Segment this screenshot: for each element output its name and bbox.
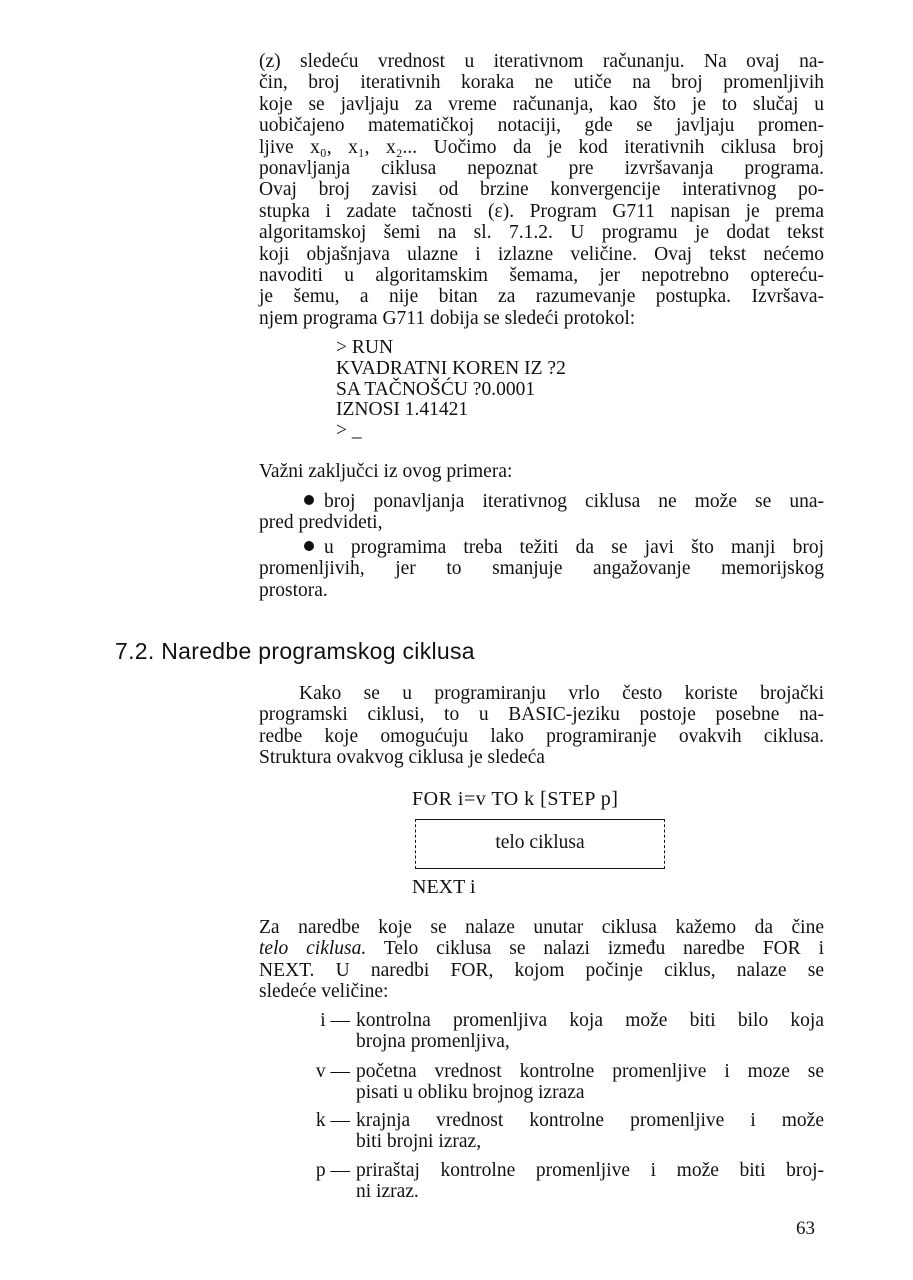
text-line (259, 683, 824, 704)
definition-symbol: p — (315, 1160, 350, 1181)
text-line: navoditi u algoritamskim šemama, jer nepotrebno optereću- (259, 265, 824, 287)
text-line: algoritamskoj šemi na sl. 7.1.2. U programu je dodat tekst (259, 222, 824, 244)
text-line: ponavljanja ciklusa nepoznat pre izvršavanja programa. (259, 158, 824, 180)
definition-symbol: i — (320, 1010, 350, 1031)
text-line: promenljivih, jer to smanjuje angažovanje memorijskog (259, 558, 824, 580)
text-line: je šemu, a nije bitan za razumevanje postupka. Izvršava- (259, 286, 824, 308)
text-line: koji objašnjava ulazne i izlazne veličine. Ovaj tekst nećemo (259, 243, 824, 265)
text-line: priraštaj kontrolne promenljive i može biti broj- (356, 1160, 824, 1181)
definition-text (356, 1160, 824, 1202)
bullet-icon (304, 541, 314, 551)
definition-item (0, 1110, 913, 1154)
text-line: njem programa G711 dobija se sledeći protokol: (259, 307, 636, 329)
loop-body-label: telo ciklusa (495, 832, 585, 853)
text-line: Struktura ovakvog ciklusa je sledeća (259, 747, 545, 769)
next-statement: NEXT i (412, 876, 476, 898)
bullet-item (259, 491, 824, 534)
section-intro (259, 683, 824, 769)
text-line: brojna promenljiva, (356, 1031, 510, 1052)
definition-item (0, 1010, 913, 1054)
section-heading: 7.2. Naredbe programskog ciklusa (115, 638, 475, 664)
text-line: programski ciklusi, to u BASIC-jeziku postoje posebne na- (259, 704, 824, 726)
definition-symbol: k — (315, 1110, 350, 1131)
definition-text (356, 1061, 824, 1103)
conclusions-title (259, 461, 512, 482)
text-line (259, 938, 824, 959)
conclusions-title-text: Važni zaključci iz ovog primera: (259, 461, 513, 482)
text-line: krajnja vrednost kontrolne promenljive i može (356, 1110, 824, 1131)
definition-text (356, 1110, 824, 1152)
text-line-content: Telo ciklusa se nalazi između naredbe FOR i (366, 938, 824, 960)
text-line: ni izraz. (356, 1181, 419, 1202)
text-line: pisati u obliku brojnog izraza (356, 1082, 585, 1103)
text-line: stupka i zadate tačnosti (ε). Program G711 napisan je prema (259, 200, 824, 222)
text-line: uobičajeno matematičkoj notaciji, gde se javljaju promen- (259, 115, 824, 137)
text-line: Za naredbe koje se nalaze unutar ciklusa kažemo da čine (259, 917, 824, 938)
for-statement: FOR i=v TO k [STEP p] (412, 788, 619, 810)
definition-symbol: v — (315, 1061, 350, 1082)
definition-text (356, 1010, 824, 1052)
program-protocol (336, 338, 566, 442)
text-line: početna vrednost kontrolne promenljive i moze se (356, 1061, 824, 1082)
page-number: 63 (796, 1218, 815, 1239)
text-line: koje se javljaju za vreme računanja, kao što je to slučaj u (259, 93, 824, 115)
text-line: ljive x₀, x₁, x₂... Uočimo da je kod iterativnih ciklusa broj (259, 136, 824, 158)
text-line (259, 537, 824, 558)
text-line: (z) sledeću vrednost u iterativnom računanju. Na ovaj na- (259, 51, 824, 72)
definition-item (0, 1061, 913, 1105)
protocol-line: > _ (336, 420, 362, 442)
text-line: NEXT. U naredbi FOR, kojom počinje ciklus, nalaze se (259, 959, 824, 981)
bullet-text: u programima treba težiti da se javi što manji broj (324, 537, 824, 558)
italic-term: telo ciklusa. (259, 938, 367, 960)
bullet-item (259, 537, 824, 601)
text-line: sledeće veličine: (259, 981, 389, 1003)
explanation-paragraph (259, 917, 824, 1003)
bullet-icon (304, 495, 314, 505)
protocol-line: > RUN (336, 337, 394, 358)
text-line: Ovaj broj zavisi od brzine konvergencije interativnog po- (259, 179, 824, 201)
text-line: čin, broj iterativnih koraka ne utiče na broj promenljivih (259, 72, 824, 94)
definition-item (0, 1160, 913, 1204)
bullet-text: broj ponavljanja iterativnog ciklusa ne može se una- (324, 491, 824, 512)
protocol-line: SA TAČNOŠĆU ?0.0001 (336, 378, 536, 400)
text-line: kontrolna promenljiva koja može biti bilo koja (356, 1010, 824, 1031)
loop-body-box (415, 819, 665, 869)
text-line: redbe koje omogućuju lako programiranje ovakvih ciklusa. (259, 725, 824, 747)
intro-paragraph (259, 51, 824, 329)
protocol-line: IZNOSI 1.41421 (336, 399, 469, 421)
text-line: pred predvideti, (259, 512, 383, 534)
text-line: prostora. (259, 579, 328, 601)
protocol-line: KVADRATNI KOREN IZ ?2 (336, 357, 566, 379)
text-line (259, 491, 824, 512)
text-line: biti brojni izraz, (356, 1131, 482, 1152)
text-line-content: Kako se u programiranju vrlo često koriste brojački (299, 683, 824, 704)
